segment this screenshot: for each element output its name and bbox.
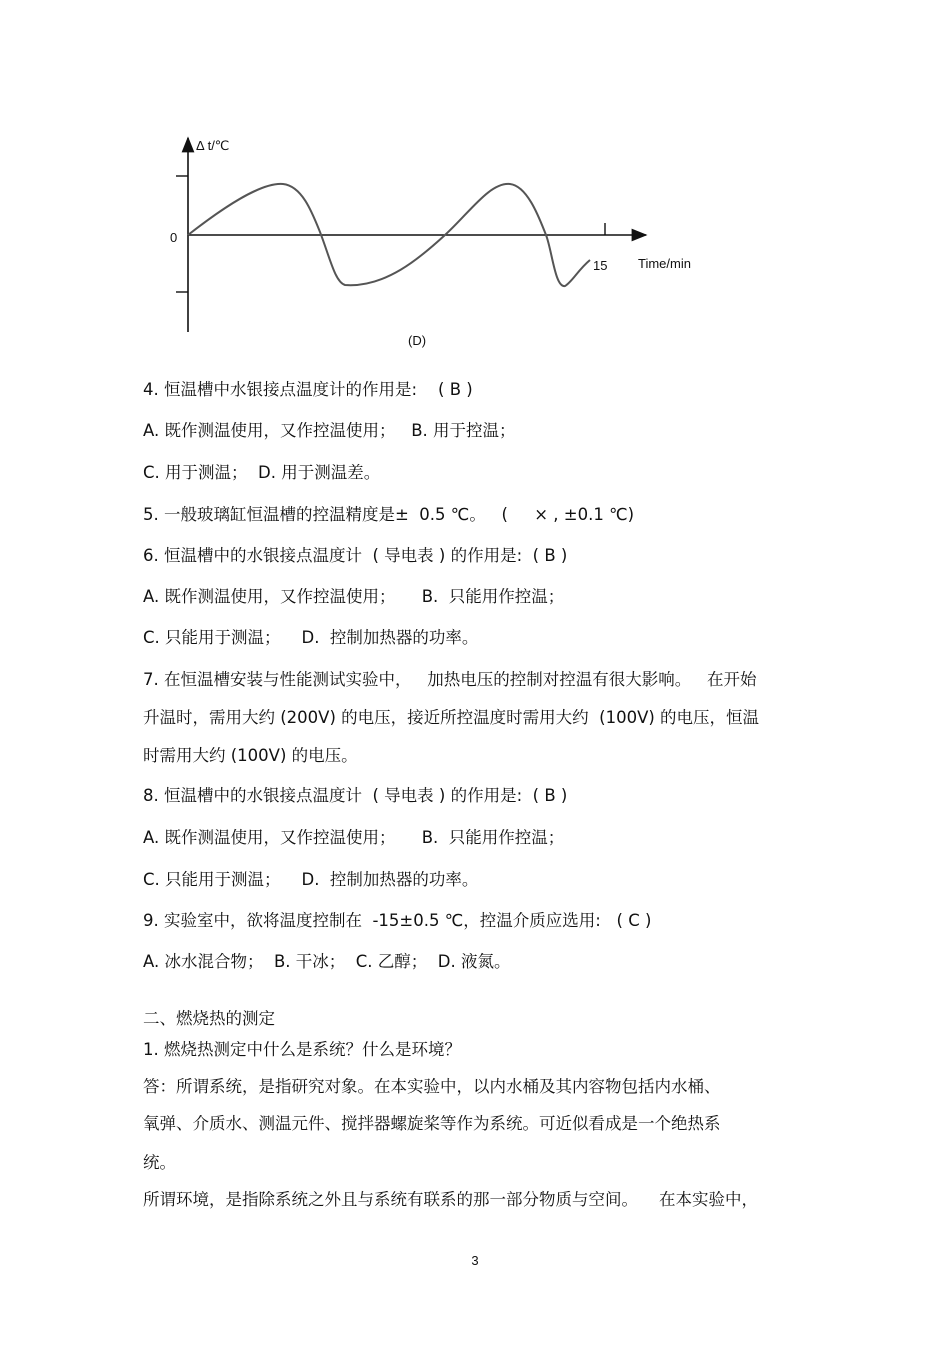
q6-options-ab: A. 既作测温使用，又作控温使用； B. 只能用作控温； bbox=[143, 587, 565, 606]
x-axis-label: Time/min bbox=[638, 256, 691, 271]
x-tick-label: 15 bbox=[593, 258, 608, 273]
answer-line-1: 答：所谓系统，是指研究对象。在本实验中，以内水桶及其内容物包括内水桶、 bbox=[143, 1077, 721, 1096]
q4-text: 4. 恒温槽中水银接点温度计的作用是: ( B ) bbox=[143, 380, 473, 399]
curve-svg bbox=[150, 120, 750, 355]
answer-line-4: 所谓环境，是指除系统之外且与系统有联系的那一部分物质与空间。 在本实验中， bbox=[143, 1190, 758, 1209]
q9-options: A. 冰水混合物； B. 干冰； C. 乙醇； D. 液氮。 bbox=[143, 952, 511, 971]
q9-text: 9. 实验室中，欲将温度控制在 -15±0.5 ℃，控温介质应选用: ( C ) bbox=[143, 911, 652, 930]
q7-line-2: 升温时，需用大约 (200V) 的电压，接近所控温度时需用大约 (100V) 的电压，恒温 bbox=[143, 708, 760, 727]
section-heading: 二、燃烧热的测定 bbox=[143, 1009, 275, 1028]
q7-line-1: 7. 在恒温槽安装与性能测试实验中， 加热电压的控制对控温有很大影响。 在开始 bbox=[143, 670, 757, 689]
q8-options-ab: A. 既作测温使用，又作控温使用； B. 只能用作控温； bbox=[143, 828, 565, 847]
q4-options-cd: C. 用于测温； D. 用于测温差。 bbox=[143, 463, 381, 482]
figure-caption: (D) bbox=[408, 333, 427, 348]
y-axis-label: Δ t/℃ bbox=[196, 138, 230, 153]
q7-line-3: 时需用大约 (100V) 的电压。 bbox=[143, 746, 358, 765]
answer-line-3: 统。 bbox=[143, 1153, 176, 1172]
page-number: 3 bbox=[471, 1253, 479, 1268]
zero-label: 0 bbox=[170, 230, 178, 245]
q8-options-cd: C. 只能用于测温； D. 控制加热器的功率。 bbox=[143, 870, 479, 889]
q6-text: 6. 恒温槽中的水银接点温度计 ( 导电表 ) 的作用是: ( B ) bbox=[143, 546, 568, 565]
q6-options-cd: C. 只能用于测温； D. 控制加热器的功率。 bbox=[143, 628, 479, 647]
answer-line-2: 氧弹、介质水、测温元件、搅拌器螺旋桨等作为系统。可近似看成是一个绝热系 bbox=[143, 1114, 721, 1133]
q4-options-ab: A. 既作测温使用，又作控温使用； B. 用于控温； bbox=[143, 421, 516, 440]
q8-text: 8. 恒温槽中的水银接点温度计 ( 导电表 ) 的作用是: ( B ) bbox=[143, 786, 568, 805]
q5-text: 5. 一般玻璃缸恒温槽的控温精度是± 0.5 ℃。 ( × , ±0.1 ℃) bbox=[143, 505, 635, 524]
s2-q1-text: 1. 燃烧热测定中什么是系统？什么是环境？ bbox=[143, 1040, 461, 1059]
temperature-curve-figure bbox=[150, 120, 750, 355]
